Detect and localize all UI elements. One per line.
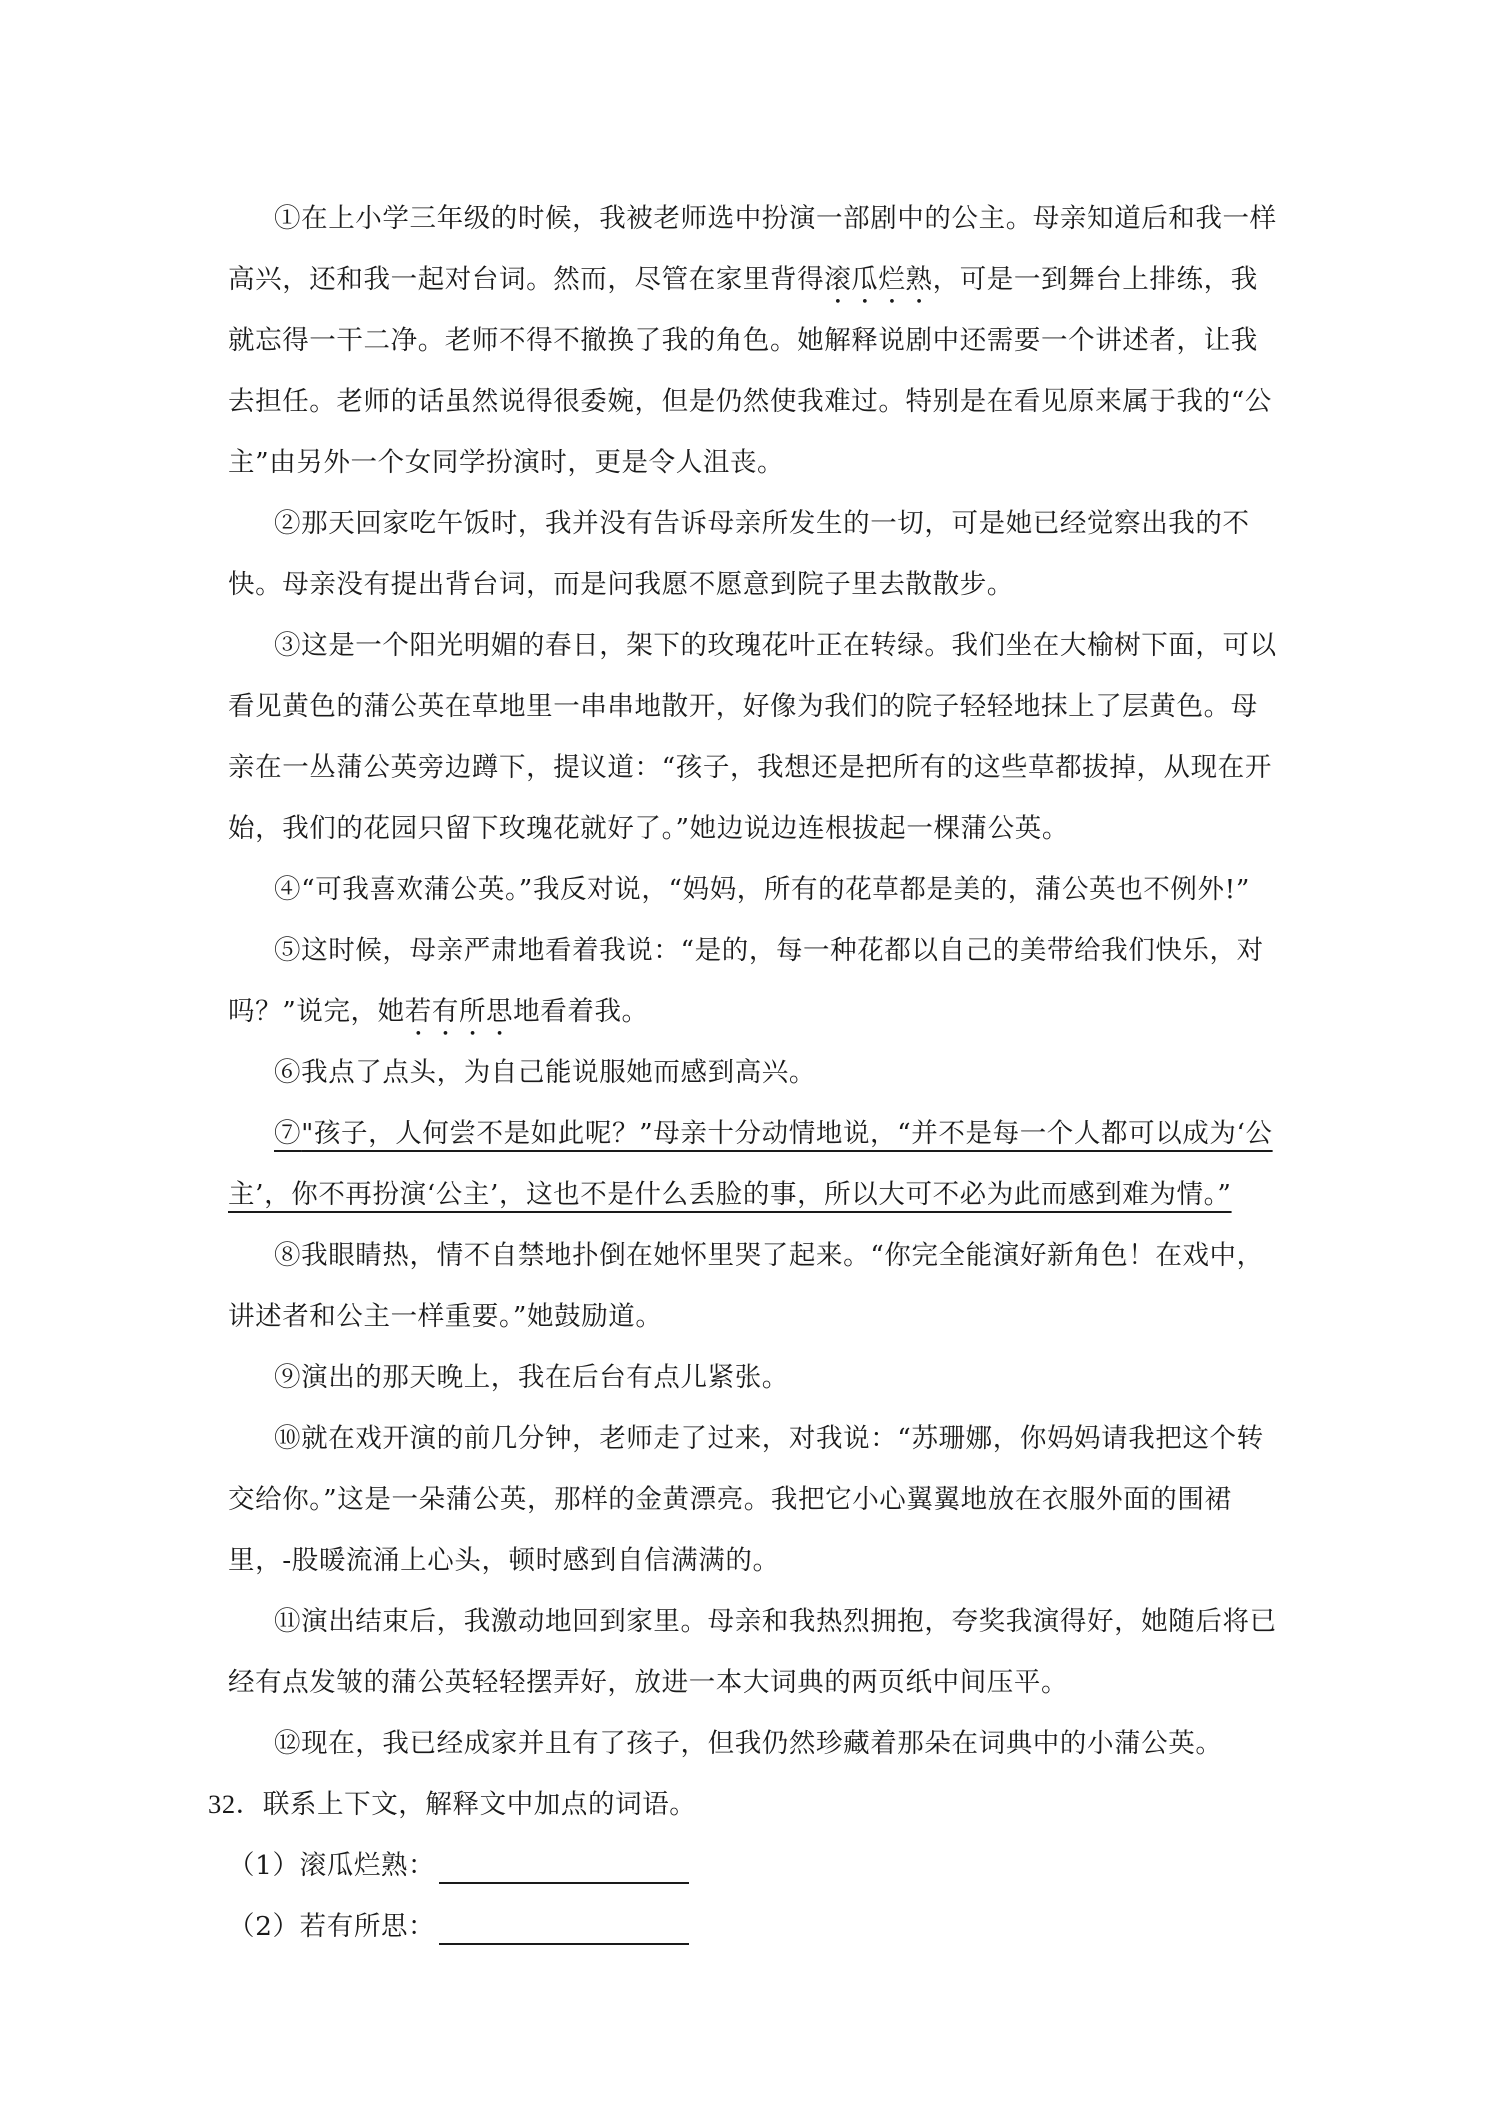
paragraph-7 bbox=[228, 1103, 1278, 1225]
paragraph-2: ②那天回家吃午饭时，我并没有告诉母亲所发生的一切，可是她已经觉察出我的不快。母亲没有提出背台词，而是问我愿不愿意到院子里去散散步。 bbox=[228, 508, 1250, 600]
paragraph-12: ⑫现在，我已经成家并且有了孩子，但我仍然珍藏着那朵在词典中的小蒲公英。 bbox=[274, 1728, 1223, 1759]
question-item-1 bbox=[228, 1835, 1278, 1896]
paragraph-8: ⑧我眼睛热，情不自禁地扑倒在她怀里哭了起来。“你完全能演好新角色！在戏中，讲述者和公主一样重要。”她鼓励道。 bbox=[228, 1240, 1264, 1332]
question-number: 32． bbox=[208, 1789, 263, 1819]
question-item-label: （2）若有所思： bbox=[228, 1911, 436, 1942]
question-item-label: （1）滚瓜烂熟： bbox=[228, 1850, 436, 1881]
emphasized-phrase-gunguaranshu: 滚瓜烂熟 bbox=[824, 264, 933, 295]
question-item-2 bbox=[228, 1896, 1278, 1957]
question-text: 联系上下文，解释文中加点的词语。 bbox=[262, 1789, 697, 1820]
paragraph-3: ③这是一个阳光明媚的春日，架下的玫瑰花叶正在转绿。我们坐在大榆树下面，可以看见黄色的蒲公英在草地里一串串地散开，好像为我们的院子轻轻地抹上了层黄色。母亲在一丛蒲公英旁边蹲下，提议道：“孩子，我想还是把所有的这些草都拔掉，从现在开始，我们的花园只留下玫瑰花就好了。”她边说边连根拔起一棵蒲公英。 bbox=[228, 630, 1277, 844]
paragraph-6: ⑥我点了点头，为自己能说服她而感到高兴。 bbox=[274, 1057, 816, 1088]
document-page bbox=[208, 188, 1278, 1957]
paragraph-7-number: ⑦ bbox=[274, 1118, 302, 1149]
paragraph-10: ⑩就在戏开演的前几分钟，老师走了过来，对我说：“苏珊娜，你妈妈请我把这个转交给你。”这是一朵蒲公英，那样的金黄漂亮。我把它小心翼翼地放在衣服外面的围裙里，-股暖流涌上心头，顿时感到自信满满的。 bbox=[228, 1423, 1264, 1576]
underlined-sentence: "孩子，人何尝不是如此呢？”母亲十分动情地说，“并不是每一个人都可以成为‘公主’，你不再扮演‘公主’，这也不是什么丢脸的事，所以大可不必为此而感到难为情。” bbox=[228, 1118, 1273, 1210]
question-32 bbox=[208, 1774, 1278, 1835]
paragraph-1: ①在上小学三年级的时候，我被老师选中扮演一部剧中的公主。母亲知道后和我一样高兴，还和我一起对台词。然而，尽管在家里背得滚瓜烂熟，可是一到舞台上排练，我就忘得一干二净。老师不得不撤换了我的角色。她解释说剧中还需要一个讲述者，让我去担任。老师的话虽然说得很委婉，但是仍然使我难过。特别是在看见原来属于我的“公主”由另外一个女同学扮演时，更是令人沮丧。 bbox=[228, 203, 1277, 478]
answer-blank[interactable] bbox=[439, 1846, 689, 1884]
answer-blank[interactable] bbox=[439, 1907, 689, 1945]
paragraph-5: ⑤这时候，母亲严肃地看着我说：“是的，每一种花都以自己的美带给我们快乐，对吗？”说完，她若有所思地看着我。 bbox=[228, 935, 1264, 1027]
paragraph-9: ⑨演出的那天晚上，我在后台有点儿紧张。 bbox=[274, 1362, 789, 1393]
paragraph-11: ⑪演出结束后，我激动地回到家里。母亲和我热烈拥抱，夸奖我演得好，她随后将已经有点发皱的蒲公英轻轻摆弄好，放进一本大词典的两页纸中间压平。 bbox=[228, 1606, 1277, 1698]
emphasized-phrase-ruoyousuosi: 若有所思 bbox=[404, 996, 514, 1027]
paragraph-4: ④“可我喜欢蒲公英。”我反对说，“妈妈，所有的花草都是美的，蒲公英也不例外!” bbox=[274, 874, 1250, 905]
